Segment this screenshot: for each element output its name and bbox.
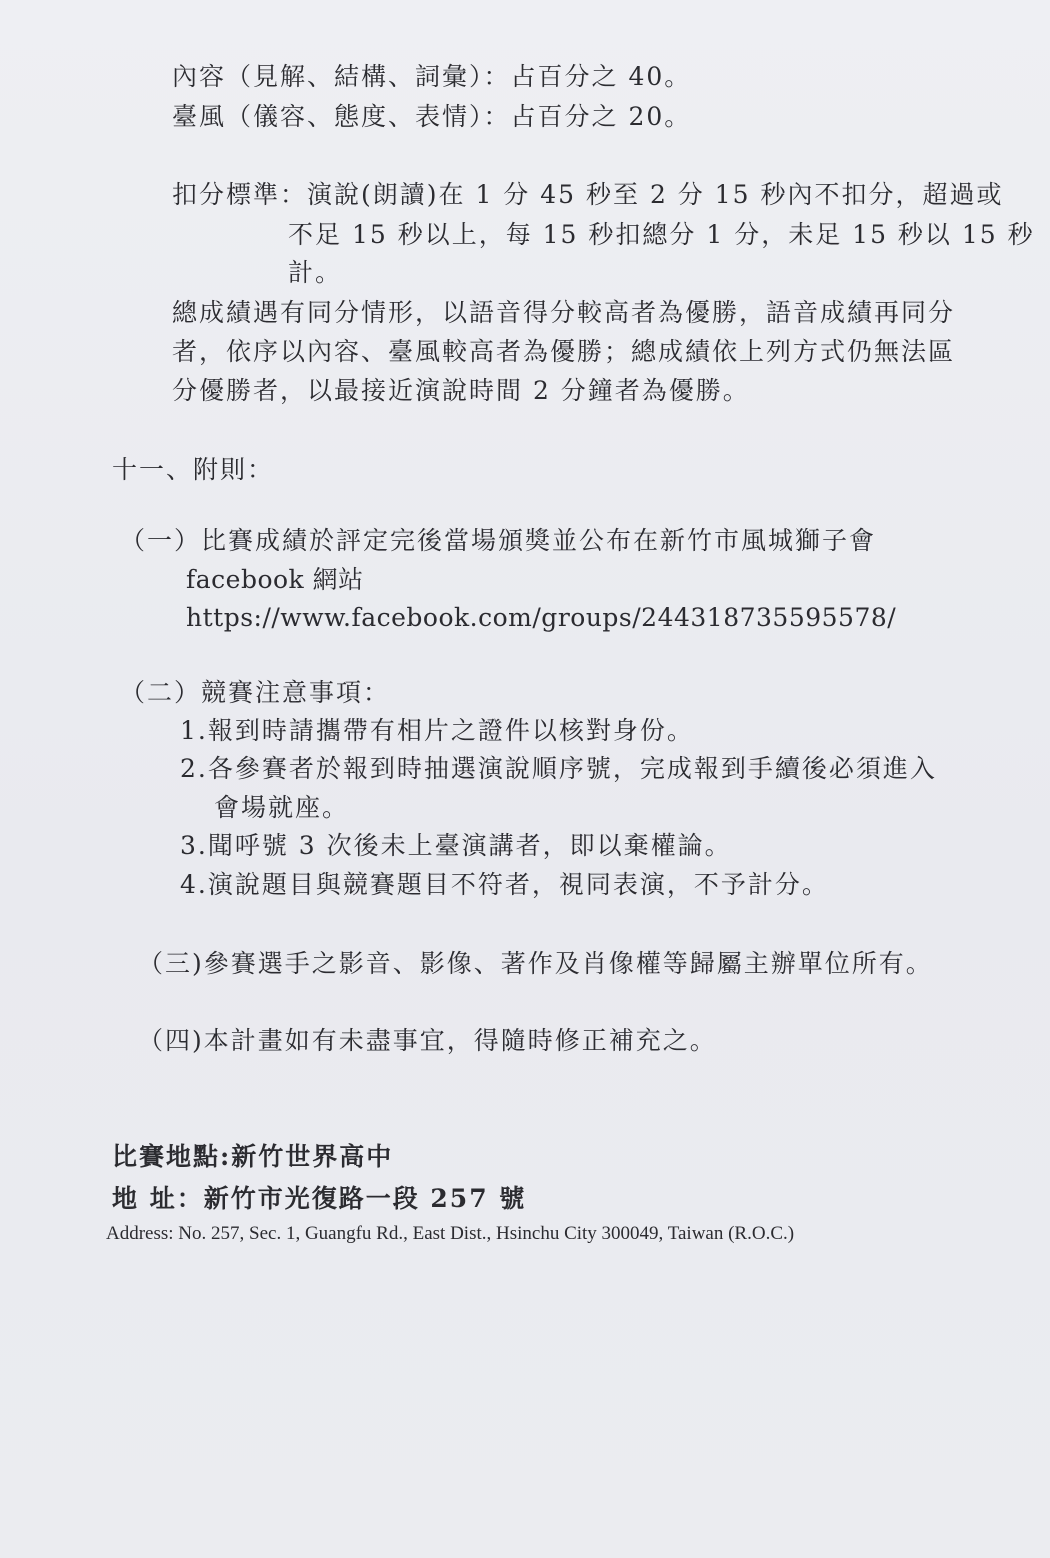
appendix-item-2-point-2-line-2: 會場就座。 (214, 793, 350, 822)
deduction-line-1: 扣分標準：演說(朗讀)在 1 分 45 秒至 2 分 15 秒內不扣分，超過或 (172, 180, 1004, 209)
appendix-item-1-line-1: （一）比賽成績於評定完後當場頒獎並公布在新竹市風城獅子會 (120, 526, 877, 555)
appendix-item-2-point-4: 4.演說題目與競賽題目不符者，視同表演，不予計分。 (180, 870, 829, 899)
facebook-url-link[interactable]: https://www.facebook.com/groups/244318735595578/ (186, 603, 897, 632)
venue-address: 地 址：新竹市光復路一段 257 號 (112, 1184, 527, 1213)
venue-address-english: Address: No. 257, Sec. 1, Guangfu Rd., East Dist., Hsinchu City 300049, Taiwan (R.O.C.) (106, 1223, 795, 1244)
appendix-item-2-point-3: 3.聞呼號 3 次後未上臺演講者，即以棄權論。 (180, 831, 732, 860)
appendix-item-2-heading: （二）競賽注意事項： (120, 678, 391, 707)
tie-rule-line-1: 總成績遇有同分情形，以語音得分較高者為優勝，語音成績再同分 (172, 298, 956, 327)
appendix-item-2-point-2-line-1: 2.各參賽者於報到時抽選演說順序號，完成報到手續後必須進入 (180, 754, 937, 783)
deduction-line-2: 不足 15 秒以上，每 15 秒扣總分 1 分，未足 15 秒以 15 秒 (288, 220, 1035, 249)
appendix-item-2-point-1: 1.報到時請攜帶有相片之證件以核對身份。 (180, 716, 694, 745)
tie-rule-line-2: 者，依序以內容、臺風較高者為優勝；總成績依上列方式仍無法區 (172, 337, 956, 366)
appendix-item-4: （四)本計畫如有未盡事宜，得隨時修正補充之。 (138, 1026, 717, 1055)
appendix-item-3: （三)參賽選手之影音、影像、著作及肖像權等歸屬主辦單位所有。 (138, 949, 933, 978)
scoring-stage: 臺風（儀容、態度、表情）：占百分之 20。 (172, 102, 692, 131)
appendix-heading: 十一、附則： (112, 455, 275, 484)
scoring-content: 內容（見解、結構、詞彙）：占百分之 40。 (172, 62, 692, 91)
tie-rule-line-3: 分優勝者，以最接近演說時間 2 分鐘者為優勝。 (172, 376, 750, 405)
deduction-line-3: 計。 (288, 258, 343, 287)
appendix-item-1-line-2: facebook 網站 (186, 565, 364, 594)
venue-location: 比賽地點:新竹世界高中 (112, 1142, 394, 1171)
